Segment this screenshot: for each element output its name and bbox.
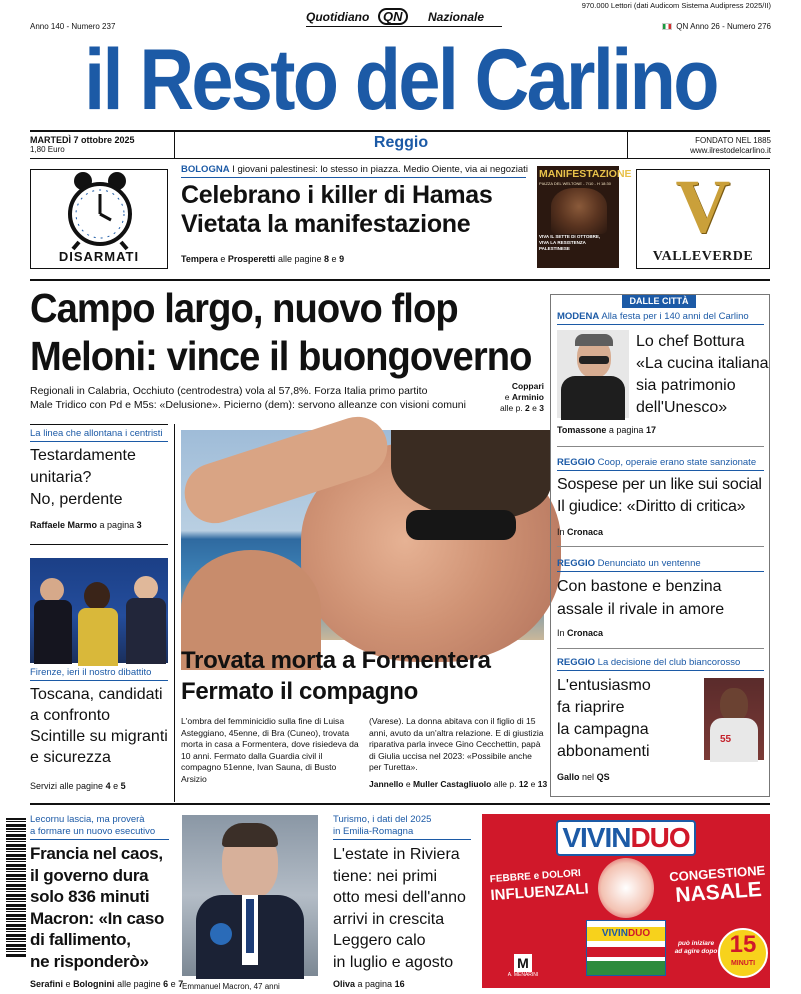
issue-date: MARTEDÌ 7 ottobre 2025 [30,135,135,145]
manifestazione-poster: MANIFESTAZIONE PIAZZA DEL WELTONE - 7/10 - H 18:30 VIVA IL SETTE DI OTTOBRE, VIVA LA RESISTENZA PALESTINESE [537,166,619,268]
vivinduo-ad[interactable] [482,814,770,988]
bottom2-kicker: Turismo, i dati del 2025 in Emilia-Romagna [333,814,432,837]
lead-headline[interactable]: Campo largo, nuovo flop Meloni: vince il buongoverno [30,285,532,379]
city1-credit: Tomassone a pagina 17 [557,425,656,435]
firenze-debate-photo [30,558,168,663]
lead-credit: Coppari e Arminio alle p. 2 e 3 [499,381,544,413]
top-story-credit: Tempera e Prosperetti alle pagine 8 e 9 [181,254,345,264]
top-story-headline[interactable]: Celebrano i killer di Hamas Vietata la manifestazione [181,181,493,238]
city2-kicker: REGGIO Coop, operaie erano state sanzionate [557,457,757,468]
edition-city[interactable]: Reggio [373,134,429,151]
vivinduo-package: VIVINDUO [586,920,666,976]
city2-headline[interactable]: Sospese per un like sui social Il giudice: «Diritto di critica» [557,476,762,515]
city1-kicker: MODENA Alla festa per i 140 anni del Carlino [557,311,749,322]
edition-number-left: Anno 140 - Numero 237 [30,22,116,31]
qn-nazionale: Nazionale [428,10,485,24]
left1-headline[interactable]: Testardamente unitaria? No, perdente [30,447,136,508]
disarmati-box[interactable] [30,169,168,269]
center-body-col2: (Varese). La donna abitava con il figlio di 15 anni, avuto da un'altra relazione. E di giustizia riparativa parla invece Gino Cecchettin, papà di Giulia uccisa nel 2023: «Possibile anche per Turetta». [369,716,544,773]
vivinduo-timer-badge: 15 MINUTI [718,928,768,978]
left1-credit: Raffaele Marmo a pagina 3 [30,520,142,530]
bottom1-headline[interactable]: Francia nel caos, il governo dura solo 836 minuti Macron: «In caso di fallimento, ne risponderò» [30,844,165,971]
vivinduo-right-claim: CONGESTIONE NASALE [668,862,766,907]
vivinduo-left-claim: FEBBRE e DOLORI INFLUENZALI [489,867,590,905]
center-headline[interactable]: Trovata morta a Formentera Fermato il compagno [181,647,491,705]
bottom1-credit: Serafini e Bolognini alle pagine 6 e 7 [30,979,184,989]
formentera-photo [181,430,544,640]
qn-quotidiano: Quotidiano [306,10,370,24]
italy-flag-icon [662,23,672,30]
bottom1-kicker: Lecornu lascia, ma proverà a formare un nuovo esecutivo [30,814,156,837]
qn-banner [302,8,502,26]
city3-credit: In Cronaca [557,628,604,638]
vivinduo-timer-note: può iniziare ad agire dopo [674,940,718,955]
cities-header: DALLE CITTÀ [622,295,696,308]
vivinduo-face-graphic [598,858,654,918]
left2-kicker: Firenze, ieri il nostro dibattito [30,667,152,678]
newspaper-logo[interactable]: il Resto del Carlino [84,32,717,128]
center-body-col1: L'ombra del femminicidio sulla fine di Luisa Asteggiano, 45enne, di Bra (Cuneo), trovata morta in casa a Formentera, dove risiedeva da 10 anni. Fermato dalla Guardia civil il compagno 51enne, Ivan Sauna, di Busto Arsizio [181,716,359,784]
vivinduo-brand: VIVINDUO [556,820,696,856]
alarm-clock-icon [31,170,169,250]
bottura-photo [557,330,629,418]
macron-photo [182,815,318,976]
left2-credit: Servizi alle pagine 4 e 5 [30,781,126,791]
center-credit: Jannello e Muller Castagliuolo alle p. 12 e 13 [369,779,548,789]
readers-note: 970.000 Lettori (dati Audicom Sistema Audipress 2025/II) [581,1,771,10]
left2-headline[interactable]: Toscana, candidati a confronto Scintille su migranti e sicurezza [30,686,168,766]
poster-title: MANIFESTAZIONE [539,168,632,180]
disarmati-label: DISARMATI [58,249,140,264]
bottom2-credit: Oliva a pagina 16 [333,979,405,989]
valleverde-v-logo: V [675,165,731,249]
city2-credit: In Cronaca [557,527,604,537]
valleverde-ad[interactable] [636,165,770,269]
top-story-kicker: BOLOGNA I giovani palestinesi: lo stesso in piazza. Medio Oiente, via ai negoziati [181,164,528,175]
bottom2-headline[interactable]: L'estate in Riviera tiene: nei primi otto mesi dell'anno arrivi in crescita Leggero calo in luglio e agosto [333,846,466,971]
founded-note: FONDATO NEL 1885 [695,136,771,145]
issue-price: 1,80 Euro [30,145,65,154]
left1-kicker: La linea che allontana i centristi [30,428,163,439]
city4-headline[interactable]: L'entusiasmo fa riaprire la campagna abbonamenti [557,677,651,760]
valleverde-brand: VALLEVERDE [652,249,754,264]
city3-headline[interactable]: Con bastone e benzina assale il rivale in amore [557,578,725,618]
qn-edition-right: QN Anno 26 - Numero 276 [662,22,771,32]
city4-credit: Gallo nel QS [557,772,610,782]
poster-subtitle: PIAZZA DEL WELTONE - 7/10 - H 18:30 [539,181,611,186]
barcode [6,818,26,958]
lead-subheadline: Regionali in Calabria, Occhiuto (centrodestra) vola al 57,8%. Forza Italia primo partito Male Tridico con Pd e M5s: «Delusione». Picierno (dem): servono alleanze con visioni comuni [30,385,466,411]
website-link[interactable]: www.ilrestodelcarlino.it [690,146,771,155]
city4-kicker: REGGIO La decisione del club biancorosso [557,657,741,668]
city3-kicker: REGGIO Denunciato un ventenne [557,558,701,569]
qn-logo: QN [378,8,408,25]
menarini-logo: M A. MENARINI [507,955,539,978]
city1-headline[interactable]: Lo chef Bottura «La cucina italiana sia patrimonio dell'Unesco» [636,333,769,416]
basketball-player-photo: 55 [704,678,764,760]
macron-photo-caption: Emmanuel Macron, 47 anni [182,982,280,991]
